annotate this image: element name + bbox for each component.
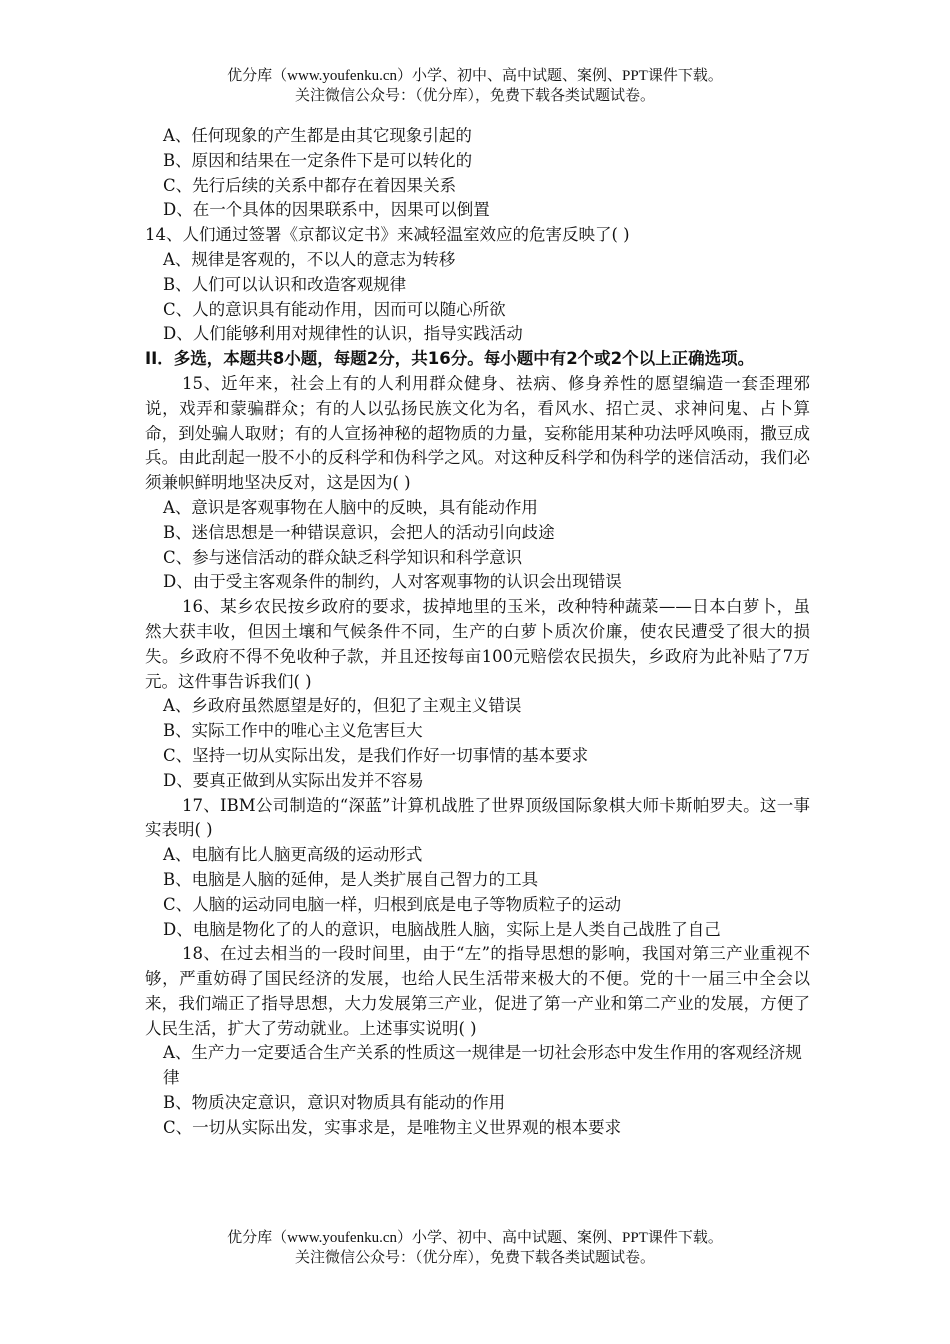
- q16-stem: 16、某乡农民按乡政府的要求，拔掉地里的玉米，改种特种蔬菜——日本白萝卜，虽然大获丰收，但因土壤和气候条件不同，生产的白萝卜质次价廉，使农民遭受了很大的损失。乡政府不得不免收种子款，并且还按每亩100元赔偿农民损失，乡政府为此补贴了7万元。这件事告诉我们( ): [145, 597, 810, 691]
- q14-option-c: C、人的意识具有能动作用，因而可以随心所欲: [163, 299, 506, 319]
- q17-stem: 17、IBM公司制造的“深蓝”计算机战胜了世界顶级国际象棋大师卡斯帕罗夫。这一事实表明( ): [145, 795, 810, 840]
- question-17: [145, 794, 810, 943]
- question-16: [145, 595, 810, 793]
- q13-option-a: A、任何现象的产生都是由其它现象引起的: [163, 126, 472, 145]
- page-header: [0, 66, 950, 106]
- q14-stem: 14、人们通过签署《京都议定书》来减轻温室效应的危害反映了( ): [145, 225, 630, 245]
- q16-option-d: D、要真正做到从实际出发并不容易: [163, 770, 424, 790]
- q16-option-b: B、实际工作中的唯心主义危害巨大: [163, 721, 423, 741]
- q18-stem: 18、在过去相当的一段时间里，由于“左”的指导思想的影响，我国对第三产业重视不够，严重妨碍了国民经济的发展，也给人民生活带来极大的不便。党的十一届三中全会以来，我们端正了指导思想，大力发展第三产业，促进了第一产业和第二产业的发展，方便了人民生活，扩大了劳动就业。上述事实说明( ): [145, 944, 810, 1038]
- q15-option-d: D、由于受主客观条件的制约，人对客观事物的认识会出现错误: [163, 572, 622, 592]
- q15-option-b: B、迷信思想是一种错误意识，会把人的活动引向歧途: [163, 522, 555, 542]
- question-13-options: [145, 124, 810, 223]
- question-14: [145, 223, 810, 347]
- q13-option-d: D、在一个具体的因果联系中，因果可以倒置: [163, 200, 490, 220]
- q16-option-a: A、乡政府虽然愿望是好的，但犯了主观主义错误: [163, 696, 522, 716]
- q15-option-c: C、参与迷信活动的群众缺乏科学知识和科学意识: [163, 547, 523, 567]
- page-content: [145, 124, 810, 1141]
- q13-option-c: C、先行后续的关系中都存在着因果关系: [163, 175, 457, 195]
- q17-option-a: A、电脑有比人脑更高级的运动形式: [163, 845, 423, 865]
- page-footer: [0, 1228, 950, 1268]
- header-line-2: 关注微信公众号：（优分库），免费下载各类试题试卷。: [294, 88, 655, 104]
- q18-option-c: C、一切从实际出发，实事求是，是唯物主义世界观的根本要求: [163, 1117, 622, 1137]
- q14-option-d: D、人们能够利用对规律性的认识，指导实践活动: [163, 324, 523, 344]
- q18-option-a: A、生产力一定要适合生产关系的性质这一规律是一切社会形态中发生作用的客观经济规律: [163, 1043, 802, 1088]
- section-2-heading: II．多选，本题共8小题，每题2分，共16分。每小题中有2个或2个以上正确选项。: [145, 349, 755, 369]
- header-line-1: 优分库（www.youfenku.cn）小学、初中、高中试题、案例、PPT课件下载。: [227, 68, 723, 84]
- q18-option-b: B、物质决定意识，意识对物质具有能动的作用: [163, 1093, 506, 1113]
- question-15: [145, 372, 810, 595]
- q15-stem: 15、近年来，社会上有的人利用群众健身、祛病、修身养性的愿望编造一套歪理邪说，戏弄和蒙骗群众；有的人以弘扬民族文化为名，看风水、招亡灵、求神问鬼、占卜算命，到处骗人取财；有的人宣扬神秘的超物质的力量，妄称能用某种功法呼风唤雨，撒豆成兵。由此刮起一股不小的反科学和伪科学之风。对这种反科学和伪科学的迷信活动，我们必须兼帜鲜明地坚决反对，这是因为( ): [145, 373, 810, 493]
- q14-option-b: B、人们可以认识和改造客观规律: [163, 274, 407, 294]
- footer-line-2: 关注微信公众号：（优分库），免费下载各类试题试卷。: [294, 1250, 655, 1266]
- q14-option-a: A、规律是客观的，不以人的意志为转移: [163, 249, 456, 269]
- q13-option-b: B、原因和结果在一定条件下是可以转化的: [163, 150, 473, 170]
- q17-option-d: D、电脑是物化了的人的意识，电脑战胜人脑，实际上是人类自己战胜了自己: [163, 919, 721, 939]
- q17-option-c: C、人脑的运动同电脑一样，归根到底是电子等物质粒子的运动: [163, 894, 622, 914]
- footer-line-1: 优分库（www.youfenku.cn）小学、初中、高中试题、案例、PPT课件下载。: [227, 1230, 723, 1246]
- q15-option-a: A、意识是客观事物在人脑中的反映，具有能动作用: [163, 497, 538, 517]
- q16-option-c: C、坚持一切从实际出发，是我们作好一切事情的基本要求: [163, 745, 589, 765]
- question-18: [145, 942, 810, 1140]
- q17-option-b: B、电脑是人脑的延伸，是人类扩展自己智力的工具: [163, 869, 539, 889]
